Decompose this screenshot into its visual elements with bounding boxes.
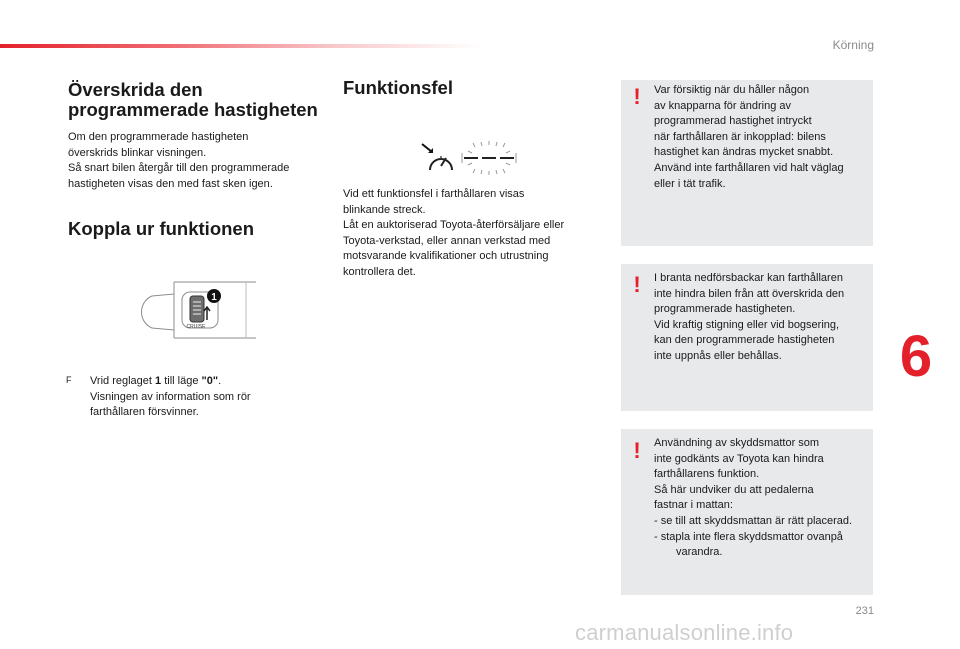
text-line: inte hindra bilen från att överskrida den: [654, 287, 845, 300]
list-item: - se till att skyddsmattan är rätt placerad.: [654, 514, 853, 527]
malfunction-paragraph: [343, 187, 564, 281]
heading-line: Överskrida den: [68, 79, 203, 100]
text-line: I branta nedförsbackar kan farthållaren: [654, 272, 843, 284]
warning-text: [654, 271, 844, 365]
text-line: kontrollera det.: [343, 265, 416, 278]
instruction-text: till läge: [161, 375, 202, 387]
text-line: fastnar i mattan:: [654, 499, 733, 512]
instruction-line: [90, 374, 251, 390]
disable-instruction: [90, 374, 251, 421]
bullet-marker: F: [66, 375, 72, 385]
warning-box: [621, 429, 873, 595]
chapter-number: 6: [899, 324, 933, 389]
exceed-speed-paragraph: [68, 130, 289, 192]
instruction-text: Vrid reglaget: [90, 375, 156, 387]
warning-icon: !: [633, 84, 641, 109]
lever-icon: [134, 272, 262, 344]
instruction-text: .: [218, 375, 222, 387]
warning-box: [621, 264, 873, 411]
text-line: hastighet kan ändras mycket snabbt.: [654, 146, 834, 159]
watermark: carmanualsonline.info: [575, 620, 794, 645]
lever-label: CRUISE: [186, 324, 206, 330]
section-title: Körning: [832, 38, 874, 52]
text-line: Vid kraftig stigning eller vid bogsering,: [654, 318, 840, 331]
heading-disable-function: Koppla ur funktionen: [68, 218, 255, 239]
text-line: hastigheten visas den med fast sken igen.: [68, 177, 273, 190]
callout-number: 1: [211, 292, 217, 303]
malfunction-display-illustration: [418, 138, 528, 178]
cruise-lever-illustration: [134, 272, 262, 344]
warning-icon: !: [633, 438, 641, 463]
text-line: inte uppnås eller behållas.: [654, 349, 782, 362]
control-number: 1: [155, 375, 162, 387]
text-line: motsvarande kvalifikationer och utrustning: [343, 250, 549, 263]
text-line: eller i tät trafik.: [654, 177, 726, 190]
list-item: - stapla inte flera skyddsmattor ovanpå varandra.: [654, 530, 843, 559]
header-accent-bar: [0, 44, 480, 48]
text-line: Var försiktig när du håller någon: [654, 84, 810, 96]
warning-box: [621, 80, 873, 246]
text-line: Så snart bilen återgår till den programmerade: [68, 162, 290, 175]
text-line: överskrids blinkar visningen.: [68, 146, 207, 159]
text-line: farthållaren försvinner.: [90, 406, 199, 419]
text-line: Användning av skyddsmattor som: [654, 437, 820, 449]
heading-line: programmerade hastigheten: [68, 99, 318, 120]
warning-text: [654, 436, 859, 561]
text-line: kan den programmerade hastigheten: [654, 334, 835, 347]
text-line: programmerad hastighet intryckt: [654, 115, 812, 128]
text-line: blinkande streck.: [343, 203, 426, 216]
text-line: inte godkänts av Toyota kan hindra: [654, 452, 824, 465]
position-value: "0": [201, 375, 219, 387]
text-line: farthållarens funktion.: [654, 468, 760, 481]
text-line: Vid ett funktionsfel i farthållaren visas: [343, 188, 525, 200]
text-line: Så här undviker du att pedalerna: [654, 483, 814, 496]
text-line: av knapparna för ändring av: [654, 99, 791, 112]
text-line: Toyota-verkstad, eller annan verkstad med: [343, 234, 551, 247]
page-number: 231: [855, 605, 874, 617]
heading-exceed-speed: [68, 80, 318, 120]
text-line: Låt en auktoriserad Toyota-återförsäljare eller: [343, 219, 565, 232]
text-line: programmerade hastigheten.: [654, 303, 796, 316]
text-line: Om den programmerade hastigheten: [68, 131, 249, 143]
warning-text: [654, 83, 844, 192]
text-line: när farthållaren är inkopplad: bilens: [654, 130, 826, 143]
speedometer-dashes-icon: [418, 138, 528, 178]
warning-icon: !: [633, 272, 641, 297]
text-line: Använd inte farthållaren vid halt väglag: [654, 161, 844, 174]
heading-malfunction: Funktionsfel: [343, 77, 453, 98]
text-line: Visningen av information som rör: [90, 390, 251, 403]
